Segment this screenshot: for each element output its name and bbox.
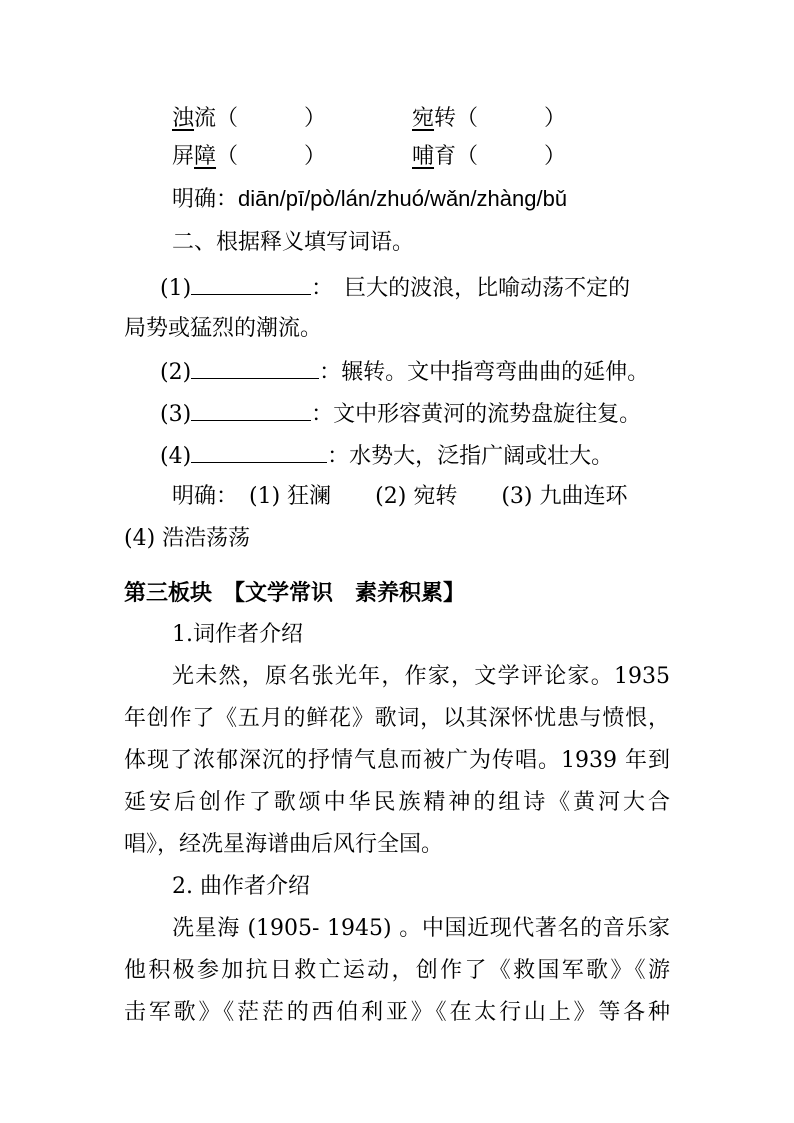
answer-paren: （ ） [456, 106, 567, 131]
answer-text: diān/pī/pò/lán/zhuó/wǎn/zhànɡ/bǔ [238, 186, 568, 211]
item-num: (3) [160, 402, 192, 427]
word-before: 屏 [172, 144, 195, 169]
char-zhang: 障 [194, 144, 217, 169]
item-def: ：水势大，泛指广阔或壮大。 [327, 444, 614, 469]
word-rest: 育 [434, 144, 457, 169]
answer-label: 明确： [172, 187, 239, 212]
block3-sub2: 2. 曲作者介绍 [172, 874, 310, 899]
item-def: ：文中形容黄河的流势盘旋往复。 [311, 402, 642, 427]
para1-line-1: 光未然，原名张光年，作家，文学评论家。1935 [172, 664, 670, 689]
para1-line-3: 体现了浓郁深沉的抒情气息而被广为传唱。1939 年到 [124, 748, 670, 773]
pinyin-answer [172, 184, 567, 215]
item-num: (1) [160, 276, 192, 301]
section2-answer-2: (4) 浩浩荡荡 [124, 526, 251, 551]
answer-paren: （ ） [216, 144, 327, 169]
block3-title: 第三板块 【文学常识 素养积累】 [124, 580, 466, 606]
item-1 [160, 272, 630, 304]
pinyin-row-2b [412, 142, 566, 172]
fill-blank[interactable] [191, 356, 319, 379]
char-zhuo: 浊 [172, 106, 195, 131]
fill-blank[interactable] [191, 398, 311, 421]
char-bu: 哺 [412, 144, 435, 169]
item-2 [160, 356, 649, 388]
block3-sub1: 1.词作者介绍 [172, 622, 303, 647]
section2-answer-1: 明确： (1) 狂澜 (2) 宛转 (3) 九曲连环 [172, 484, 628, 509]
item-4 [160, 440, 613, 472]
para1-line-5: 唱》，经冼星海谱曲后风行全国。 [124, 832, 444, 857]
word-rest: 流 [194, 106, 217, 131]
word-rest: 转 [434, 106, 457, 131]
item-num: (4) [160, 444, 192, 469]
pinyin-row-2 [172, 142, 326, 172]
fill-blank[interactable] [191, 272, 311, 295]
item-def: ： 巨大的波浪，比喻动荡不定的 [311, 276, 631, 301]
answer-paren: （ ） [456, 144, 567, 169]
para1-line-2: 年创作了《五月的鲜花》歌词，以其深怀忧患与愤恨， [124, 706, 670, 731]
pinyin-row-1b [412, 104, 566, 134]
item-def: ：辗转。文中指弯弯曲曲的延伸。 [319, 360, 650, 385]
para1-line-4: 延安后创作了歌颂中华民族精神的组诗《黄河大合 [124, 790, 670, 815]
section2-heading: 二、根据释义填写词语。 [172, 230, 415, 255]
item-num: (2) [160, 360, 192, 385]
pinyin-row-1 [172, 104, 326, 134]
fill-blank[interactable] [191, 440, 327, 463]
item-3 [160, 398, 641, 430]
para2-line-2: 他积极参加抗日救亡运动，创作了《救国军歌》《游 [124, 958, 670, 983]
answer-paren: （ ） [216, 106, 327, 131]
item-1-cont: 局势或猛烈的潮流。 [124, 316, 323, 341]
para2-line-1: 冼星海 (1905- 1945) 。中国近现代著名的音乐家 [172, 916, 670, 941]
para2-line-3: 击军歌》《茫茫的西伯利亚》《在太行山上》等各种 [124, 1000, 670, 1025]
char-wan: 宛 [412, 106, 435, 131]
